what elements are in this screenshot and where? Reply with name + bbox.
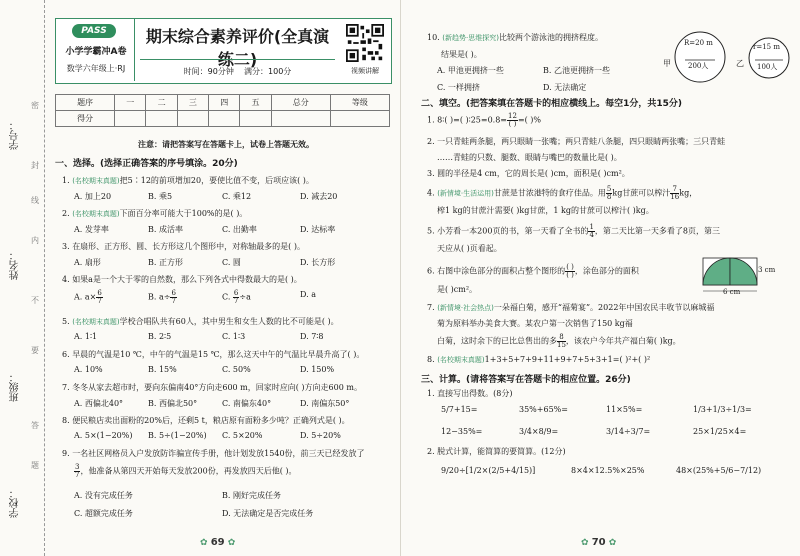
binding-mark: 答 <box>31 421 39 430</box>
calc-expression: 48×(25%+5/6−7/12) <box>676 466 762 475</box>
qr-code-icon[interactable] <box>346 24 384 62</box>
option-d[interactable]: D. 5÷20% <box>300 431 341 440</box>
page-number-left <box>200 537 235 548</box>
pool-a-people: 200人 <box>688 62 709 70</box>
pool-a-label: 甲 <box>663 59 671 68</box>
score-input-cell[interactable] <box>330 111 389 127</box>
name-label: 姓名： <box>10 250 21 280</box>
question-text: ，他准备从第四天开始每天发放200份，再发放四天后他( )。 <box>80 466 297 476</box>
question-tag: (新情境·社会热点) <box>437 304 494 312</box>
fill-question-7: 7. (新情境·社会热点)一朵福白菊，感开“福菊宴”。2022年中国农民丰收节以麻城福 <box>427 303 715 312</box>
option-c[interactable]: C. 圆 <box>222 258 241 267</box>
table-cell: 等级 <box>330 95 389 111</box>
option-c[interactable]: C. 出勤率 <box>222 225 257 234</box>
option-b[interactable]: B. 15% <box>148 365 177 374</box>
school-label: 学校： <box>10 488 21 518</box>
calc-expression: 8×4×12.5%×25% <box>571 466 645 475</box>
brand-name: 小学学霸冲A卷 <box>65 47 127 57</box>
option-label: A. a× <box>74 292 97 302</box>
fraction <box>670 186 679 201</box>
full-score: 满分：100分 <box>244 67 292 76</box>
fraction <box>96 290 102 305</box>
option-c[interactable]: C. $\frac{6}{7}$ ÷a <box>222 289 251 305</box>
question-text: 白菊，这时余下的已比总售出的多 <box>437 336 557 346</box>
fraction <box>170 290 176 305</box>
fraction-num: 7 <box>670 186 679 194</box>
question-10: 10. (新趋势·思维探究)比较两个游泳池的拥挤程度。 <box>427 33 603 42</box>
page-number-right <box>581 537 616 548</box>
binding-mark: 不 <box>31 296 39 305</box>
question-2: 2. (名校期末真题)下面百分率可能大于100%的是( )。 <box>62 209 248 218</box>
table-cell: 一 <box>115 95 146 111</box>
option-a[interactable]: A. 发芽率 <box>74 225 109 234</box>
fill-question-6-cont: 是( )cm²。 <box>437 285 478 294</box>
table-cell: 得分 <box>56 111 115 127</box>
page-number-text: 69 <box>210 537 225 548</box>
grade-label: 数学六年级上·RJ <box>66 64 126 73</box>
fraction-num: 8 <box>557 334 566 342</box>
question-text: kg， <box>679 188 698 198</box>
score-input-cell[interactable] <box>177 111 208 127</box>
option-b[interactable] <box>148 290 177 305</box>
question-1: 1. (名校期末真题)把5∶12的前项增加20，要使比值不变，后项应该( )。 <box>62 176 314 185</box>
section-1-title: 一、选择。(选择正确答案的序号填涂。20分) <box>55 159 238 169</box>
fill-question-8: 8. (名校期末真题)1+3+5+7+9+11+9+7+5+3+1=( )²+( )² <box>427 355 651 364</box>
section-3-title: 三、计算。(请将答案写在答题卡的相应位置。26分) <box>421 375 631 385</box>
option-d[interactable]: D. 无法确定是否完成任务 <box>222 509 314 518</box>
question-text: 1. 8∶( )=( )∶25=0.8= <box>427 115 508 125</box>
fill-question-5 <box>427 224 720 239</box>
right-page <box>400 0 800 556</box>
score-input-cell[interactable] <box>240 111 271 127</box>
option-c[interactable]: C. 南偏东40° <box>222 399 272 408</box>
question-text: 学校合唱队共有60人，其中男生和女生人数的比不可能是( )。 <box>119 317 339 326</box>
fraction-num: 3 <box>75 463 80 471</box>
option-label: C. <box>222 292 233 302</box>
class-label: 班级： <box>10 372 21 402</box>
question-7: 7. 冬冬从家去超市时，要向东偏南40°方向走600 m，回家时应向( )方向走600 m。 <box>62 383 362 392</box>
qr-caption: 视频讲解 <box>351 67 379 75</box>
question-text: 在扇形、正方形、圆、长方形这几个图形中，对称轴最多的是( )。 <box>72 242 305 251</box>
calc-item: 1/3+1/3÷1/3= <box>693 405 752 414</box>
option-c[interactable]: C. 一样拥挤 <box>437 83 480 92</box>
option-a[interactable]: A. 西偏北40° <box>74 399 124 408</box>
table-cell: 五 <box>240 95 271 111</box>
pass-logo: PASS <box>72 24 116 38</box>
option-b[interactable]: B. 5÷(1−20%) <box>148 431 207 440</box>
question-text: kg甘蔗可以榨汁 <box>612 188 671 198</box>
calc-item: 35%+65%= <box>519 405 568 414</box>
question-8: 8. 便民粮店卖出面粉的20%后，还剩5 t，粮店原有面粉多少吨？正确列式是( )。 <box>62 416 350 425</box>
binding-mark: 内 <box>31 236 39 245</box>
question-6: 6. 早晨的气温是10 ℃，中午的气温是15 ℃，那么这天中午的气温比早晨升高了( )。 <box>62 350 365 359</box>
option-d[interactable]: D. 长方形 <box>300 258 336 267</box>
option-d[interactable]: D. 减去20 <box>300 192 338 201</box>
question-3: 3. 在扇形、正方形、圆、长方形这几个图形中，对称轴最多的是( )。 <box>62 242 305 251</box>
option-b[interactable]: B. 西偏北50° <box>148 399 198 408</box>
question-text: 早晨的气温是10 ℃，中午的气温是15 ℃，那么这天中午的气温比早晨升高了( )。 <box>72 350 365 359</box>
score-input-cell[interactable] <box>115 111 146 127</box>
option-d[interactable]: D. 南偏东50° <box>300 399 350 408</box>
brand-block <box>56 19 135 81</box>
option-a[interactable]: A. 甲池更拥挤一些 <box>437 66 504 75</box>
calc-expression: 9/20÷[1/2×(2/5+4/15)] <box>441 466 536 475</box>
fraction-blank[interactable]: $\frac{( )}{( )}$ <box>566 263 574 279</box>
dimension-height: 3 cm <box>758 266 776 274</box>
time-limit: 时间：90分钟 <box>183 67 234 76</box>
table-cell: 三 <box>177 95 208 111</box>
dimension-width: 6 cm <box>723 288 741 296</box>
calc-item: 11×5%= <box>606 405 643 414</box>
option-c[interactable]: C. 乘12 <box>222 192 252 201</box>
fraction-num: 6 <box>171 289 176 297</box>
option-label: B. a÷ <box>148 292 171 302</box>
score-input-cell[interactable] <box>271 111 330 127</box>
question-text: 比较两个游泳池的拥挤程度。 <box>498 33 603 42</box>
question-tag: (名校期末真题) <box>437 356 485 364</box>
fraction-den: ( ) <box>508 120 517 128</box>
calc-item: 3/4×8/9= <box>519 427 559 436</box>
question-5: 5. (名校期末真题)学校合唱队共有60人，其中男生和女生人数的比不可能是( )。 <box>62 317 339 326</box>
question-text: 甘蔗是甘浓港特的食疗佳品。用 <box>493 188 606 198</box>
question-text: 把5∶12的前项增加20，要使比值不变，后项应该( )。 <box>119 176 314 185</box>
binding-mark: 题 <box>31 461 39 470</box>
fill-question-7-line2: 菊为原料举办美食大赛。某农户第一次销售了150 kg福 <box>437 319 633 328</box>
fraction-num: 5 <box>606 185 612 193</box>
sprout-icon: ✿ <box>224 538 236 548</box>
fill-question-3: 3. 圆的半径是4 cm，它的周长是( )cm，面积是( )cm²。 <box>427 169 630 178</box>
calc-sub-2: 2. 脱式计算，能简算的要简算。(12分) <box>427 447 566 456</box>
question-text: 一名社区网格员入户发放防诈骗宣传手册，他计划发放1540份，前三天已经发放了 <box>72 449 365 458</box>
binding-mark: 封 <box>31 161 39 170</box>
exam-meta <box>140 59 335 77</box>
question-text: ，该农户今年共产福白菊( )kg。 <box>565 336 681 346</box>
pool-b-people: 100人 <box>757 63 778 71</box>
sprout-icon: ✿ <box>605 538 617 548</box>
question-9: 9. 一名社区网格员入户发放防诈骗宣传手册，他计划发放1540份，前三天已经发放了 <box>62 449 365 458</box>
option-b[interactable]: B. 成活率 <box>148 225 183 234</box>
fraction-den: 4 <box>589 231 594 239</box>
option-a[interactable] <box>74 290 103 305</box>
option-b[interactable]: B. 乘5 <box>148 192 173 201</box>
score-table <box>55 94 390 127</box>
calc-sub-1: 1. 直接写出得数。(8分) <box>427 389 513 398</box>
notice: 注意：请把答案写在答题卡上，试卷上答题无效。 <box>138 140 314 149</box>
pool-b-radius: r=15 m <box>753 43 780 51</box>
question-text: 1+3+5+7+9+11+9+7+5+3+1=( )²+( )² <box>484 355 651 364</box>
option-c[interactable]: C. 50% <box>222 365 251 374</box>
option-a[interactable]: A. 5×(1−20%) <box>74 431 133 440</box>
option-b[interactable]: B. 正方形 <box>148 258 183 267</box>
table-cell: 总分 <box>271 95 330 111</box>
pool-b-label: 乙 <box>736 59 744 68</box>
question-tag: (新情境·生活运用) <box>437 189 494 198</box>
option-c[interactable]: C. 1∶3 <box>222 332 246 341</box>
question-text: 下面百分率可能大于100%的是( )。 <box>119 209 248 218</box>
fraction <box>233 290 239 305</box>
fraction-den: 15 <box>557 341 566 349</box>
question-tag: (名校期末真题) <box>72 318 120 326</box>
fill-question-6 <box>427 264 639 279</box>
option-d[interactable]: D. 无法确定 <box>543 83 587 92</box>
option-c[interactable]: C. 超额完成任务 <box>74 509 133 518</box>
option-d[interactable]: D. 150% <box>300 365 335 374</box>
question-text: ，第二天比第一天多看了8页，第三 <box>594 226 721 236</box>
score-input-cell[interactable] <box>146 111 177 127</box>
table-cell: 四 <box>209 95 240 111</box>
table-cell: 题序 <box>56 95 115 111</box>
question-text: =( )% <box>517 115 542 125</box>
fill-question-4-cont: 榨1 kg的甘蔗汁需要( )kg甘蔗，1 kg的甘蔗可以榨汁( )kg。 <box>437 206 654 215</box>
fill-question-5-cont: 天应从( )页看起。 <box>437 244 502 253</box>
option-a[interactable]: A. 没有完成任务 <box>74 491 133 500</box>
option-c[interactable]: C. 5×20% <box>222 431 263 440</box>
option-d[interactable]: D. a <box>300 290 316 299</box>
option-b[interactable]: B. 刚好完成任务 <box>222 491 281 500</box>
score-input-cell[interactable] <box>209 111 240 127</box>
calc-item: 12−35%= <box>441 427 483 436</box>
question-tag: (新趋势·思维探究) <box>442 34 499 42</box>
question-text: 如果a是一个大于零的自然数，那么下列各式中得数最大的是( )。 <box>72 275 302 284</box>
exam-header <box>55 18 392 84</box>
question-text: 6. 右图中涂色部分的面积占整个图形的 <box>427 266 566 276</box>
fraction-num: 6 <box>233 289 239 297</box>
question-text: 5. 小芳看一本200页的书，第一天看了全书的 <box>427 226 589 236</box>
score-table-header-row <box>56 95 390 111</box>
option-a[interactable]: A. 加上20 <box>74 192 112 201</box>
fraction-den: 7 <box>171 297 176 305</box>
fraction <box>557 334 566 349</box>
question-text: 便民粮店卖出面粉的20%后，还剩5 t，粮店原有面粉多少吨？正确列式是( )。 <box>72 416 350 425</box>
section-2-title: 二、填空。(把答案填在答题卡的相应横线上。每空1分，共15分) <box>421 99 683 109</box>
question-tag: (名校期末真题) <box>72 177 120 185</box>
binding-mark: 线 <box>31 196 39 205</box>
pool-a-radius: R=20 m <box>684 39 713 47</box>
binding-margin <box>0 0 45 556</box>
option-a[interactable]: A. 扇形 <box>74 258 101 267</box>
option-b[interactable]: B. 2∶5 <box>148 332 172 341</box>
calc-item: 25×1/25×4= <box>693 427 747 436</box>
option-d[interactable]: D. 7∶8 <box>300 332 324 341</box>
fill-question-1 <box>427 113 541 128</box>
fill-question-2-cont: ……青蛙的只数、腿数、眼睛与嘴巴的数量比是( )。 <box>437 153 622 162</box>
calc-item: 3/14÷3/7= <box>606 427 651 436</box>
fraction-num: 1 <box>589 223 594 231</box>
question-text: 冬冬从家去超市时，要向东偏南40°方向走600 m，回家时应向( )方向走600 m。 <box>72 383 362 392</box>
fraction-num: 6 <box>97 289 102 297</box>
binding-mark: 密 <box>31 101 39 110</box>
fraction-num: 12 <box>508 112 517 120</box>
question-9-cont <box>74 464 297 479</box>
fraction-den: 7 <box>233 297 239 305</box>
option-a[interactable]: A. 1∶1 <box>74 332 98 341</box>
fraction-den: 7 <box>75 471 80 479</box>
binding-mark: 要 <box>31 346 39 355</box>
fraction-den: 7 <box>97 297 102 305</box>
option-a[interactable]: A. 10% <box>74 365 103 374</box>
question-text: 一朵福白菊，感开“福菊宴”。2022年中国农民丰收节以麻城福 <box>493 303 715 312</box>
fill-question-2: 2. 一只青蛙两条腿，两只眼睛一张嘴；两只青蛙八条腿，四只眼睛两张嘴；三只青蛙 <box>427 137 726 146</box>
question-4: 4. 如果a是一个大于零的自然数，那么下列各式中得数最大的是( )。 <box>62 275 302 284</box>
fill-question-7-line3 <box>437 334 681 349</box>
score-table-score-row <box>56 111 390 127</box>
sprout-icon: ✿ <box>581 538 592 548</box>
option-d[interactable]: D. 达标率 <box>300 225 336 234</box>
question-tag: (名校期末真题) <box>72 210 120 218</box>
question-text: ，涂色部分的面积 <box>574 266 639 276</box>
question-10-result: 结果是( )。 <box>441 50 482 59</box>
fill-question-4: 4. (新情境·生活运用)甘蔗是甘浓港特的食疗佳品。用 $\frac{5}{8}$ kg甘蔗可以榨汁 $\frac{7}{16}$ kg， <box>427 185 698 201</box>
sprout-icon: ✿ <box>200 538 211 548</box>
exam-title: 期末综合素养评价(全真演练二) <box>145 27 330 69</box>
page-number-text: 70 <box>591 537 606 548</box>
option-b[interactable]: B. 乙池更拥挤一些 <box>543 66 610 75</box>
fraction-den: 16 <box>670 193 680 201</box>
student-id-label: 学号： <box>10 120 21 150</box>
table-cell: 二 <box>146 95 177 111</box>
calc-item: 5/7+15= <box>441 405 478 414</box>
fraction <box>507 113 518 128</box>
fraction-den: 8 <box>606 193 612 201</box>
